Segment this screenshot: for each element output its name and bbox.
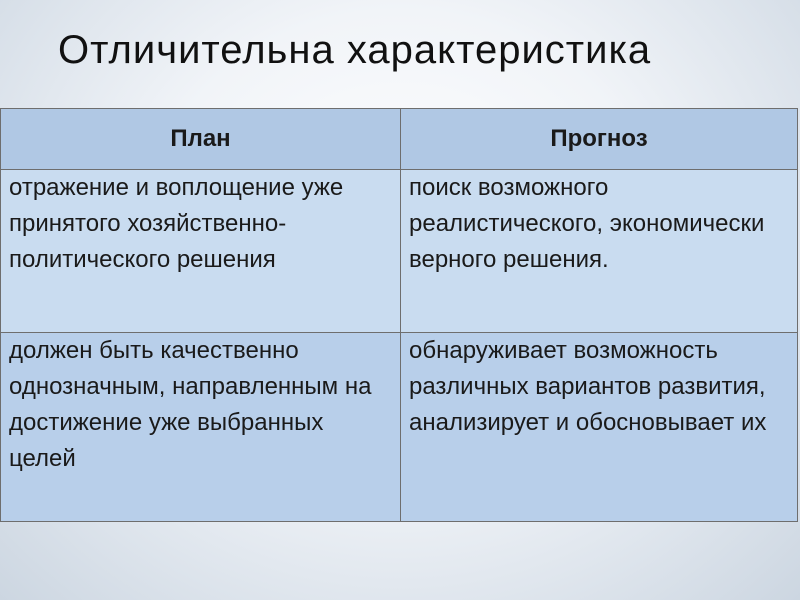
slide-title: Отличительна характеристика bbox=[58, 28, 652, 72]
cell-plan: отражение и воплощение уже принятого хозяйственно-политического решения bbox=[1, 170, 401, 333]
table-row bbox=[1, 333, 798, 522]
cell-forecast: обнаруживает возможность различных вариантов развития, анализирует и обосновывает их bbox=[401, 333, 798, 522]
cell-plan: должен быть качественно однозначным, направленным на достижение уже выбранных целей bbox=[1, 333, 401, 522]
header-forecast: Прогноз bbox=[401, 109, 798, 170]
cell-forecast: поиск возможного реалистического, экономически верного решения. bbox=[401, 170, 798, 333]
header-plan: План bbox=[1, 109, 401, 170]
table-row bbox=[1, 170, 798, 333]
table-header-row bbox=[1, 109, 798, 170]
comparison-table bbox=[0, 108, 798, 522]
